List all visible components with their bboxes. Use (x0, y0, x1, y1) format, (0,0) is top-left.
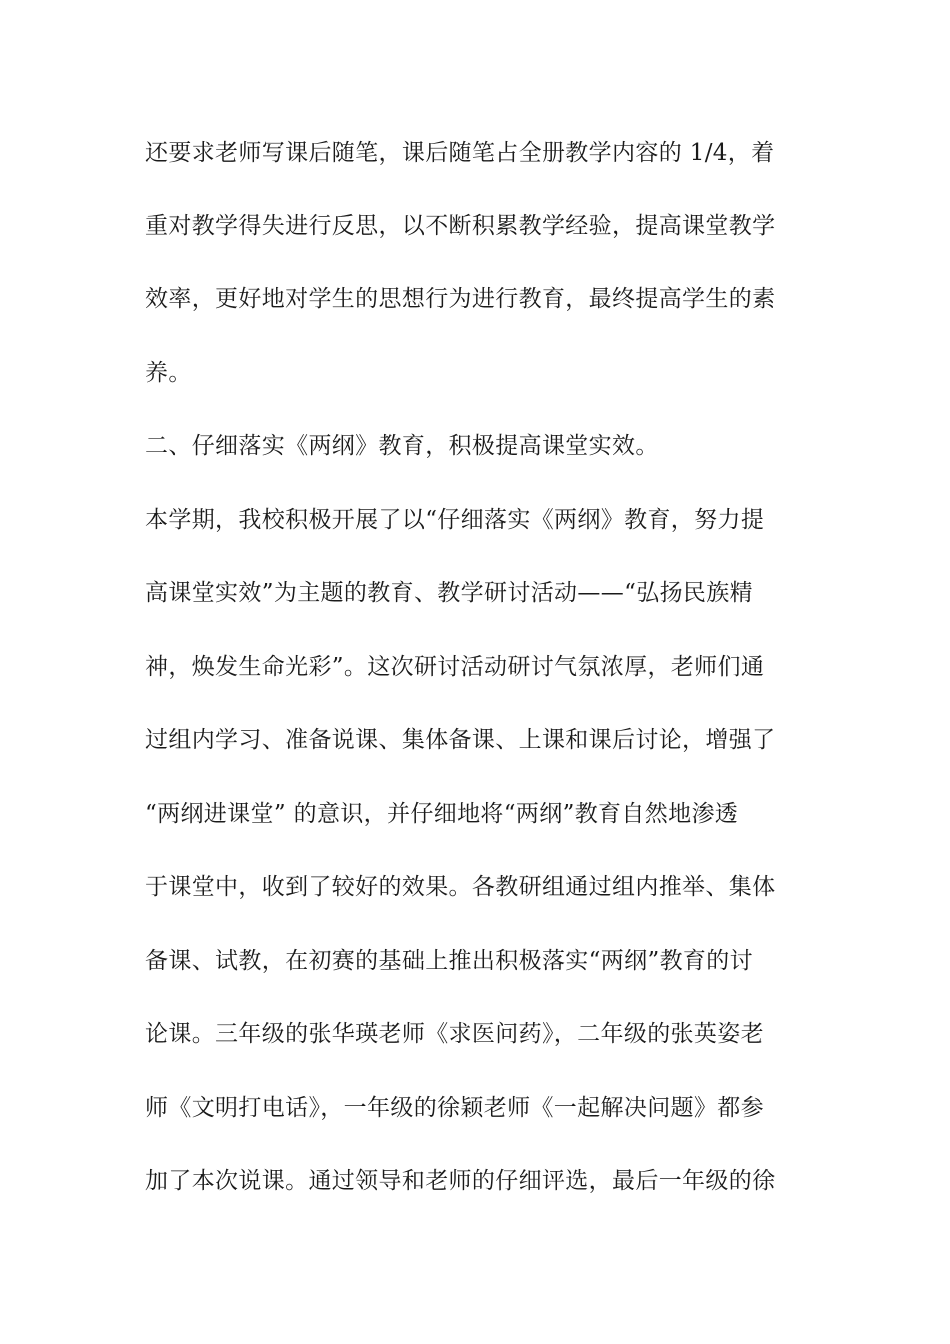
text-line: 备课、试教，在初赛的基础上推出积极落实“两纲”教育的讨 (145, 948, 753, 974)
text-line: 高课堂实效”为主题的教育、教学研讨活动——“弘扬民族精 (145, 580, 753, 606)
text-line: 效率，更好地对学生的思想行为进行教育，最终提高学生的素 (145, 286, 776, 312)
section-heading: 二、仔细落实《两纲》教育，积极提高课堂实效。 (145, 433, 659, 459)
text-line: 论课。三年级的张华瑛老师《求医问药》，二年级的张英姿老 (145, 1021, 764, 1047)
text-line: 师《文明打电话》，一年级的徐颖老师《一起解决问题》都参 (145, 1095, 764, 1121)
text-line: 养。 (145, 360, 192, 386)
text-line: 神，焕发生命光彩”。这次研讨活动研讨气氛浓厚，老师们通 (145, 654, 765, 680)
text-line: 于课堂中，收到了较好的效果。各教研组通过组内推举、集体 (145, 874, 776, 900)
text-line: 重对教学得失进行反思，以不断积累教学经验，提高课堂教学 (145, 213, 776, 239)
text-line: “两纲进课堂” 的意识，并仔细地将“两纲”教育自然地渗透 (145, 801, 739, 827)
text-line: 过组内学习、准备说课、集体备课、上课和课后讨论，增强了 (145, 727, 776, 753)
text-line: 还要求老师写课后随笔，课后随笔占全册教学内容的 1/4，着 (145, 140, 775, 166)
text-line: 加了本次说课。通过领导和老师的仔细评选，最后一年级的徐 (145, 1168, 776, 1194)
text-line: 本学期，我校积极开展了以“仔细落实《两纲》教育，努力提 (145, 507, 765, 533)
